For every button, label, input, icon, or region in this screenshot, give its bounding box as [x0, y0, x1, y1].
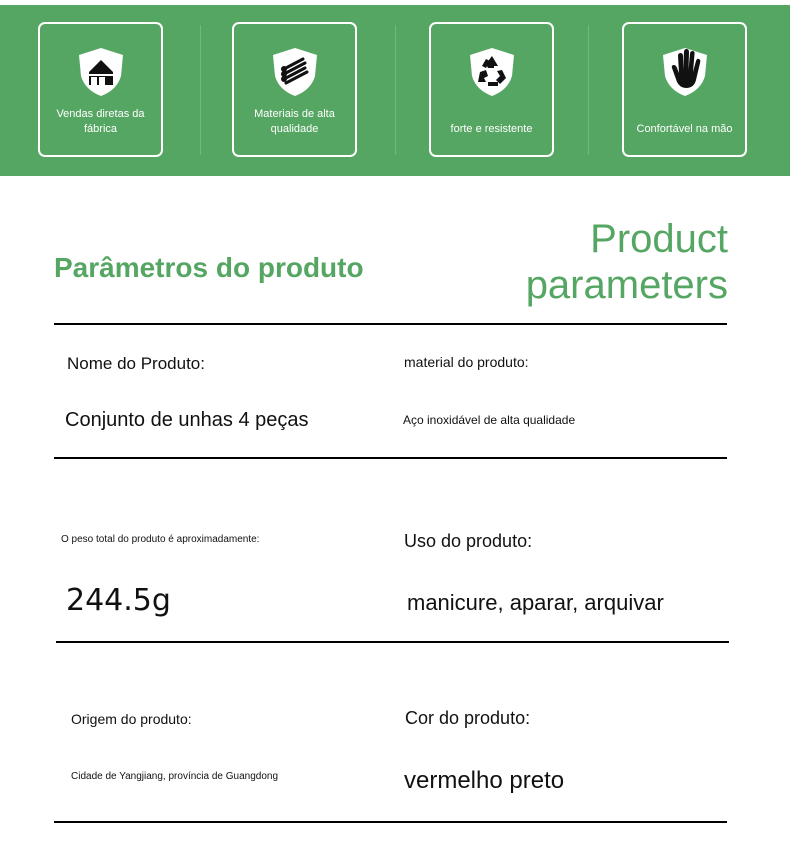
- divider: [56, 641, 729, 643]
- feature-label: Confortável na mão: [636, 123, 733, 135]
- param-value-weight: 244.5g: [66, 583, 171, 618]
- divider: [54, 457, 727, 459]
- hand-icon: [659, 46, 711, 98]
- param-label-weight: O peso total do produto é aproximadamente:: [61, 534, 260, 545]
- section-title-english: Product parameters: [525, 217, 728, 307]
- param-label-material: material do produto:: [404, 354, 529, 370]
- param-value-origin: Cidade de Yangjiang, província de Guangdong: [71, 771, 279, 782]
- divider: [54, 323, 727, 325]
- param-label-name: Nome do Produto:: [67, 354, 205, 373]
- feature-label: Materiais de alta qualidade: [254, 108, 335, 135]
- divider: [54, 821, 727, 823]
- feature-badge-comfort: [622, 22, 747, 157]
- feature-badge-factory: [38, 22, 163, 157]
- feature-badge-strong: [429, 22, 554, 157]
- house-icon: [75, 46, 127, 98]
- param-value-usage: manicure, aparar, arquivar: [407, 590, 664, 615]
- feature-badge-materials: [232, 22, 357, 157]
- feature-label: Vendas diretas da fábrica: [56, 108, 145, 135]
- param-value-color: vermelho preto: [404, 767, 565, 794]
- param-value-name: Conjunto de unhas 4 peças: [65, 409, 309, 431]
- param-label-usage: Uso do produto:: [404, 531, 533, 551]
- param-label-color: Cor do produto:: [405, 708, 531, 728]
- feature-label: forte e resistente: [450, 123, 533, 135]
- recycle-icon: [466, 46, 518, 98]
- features-banner: [0, 5, 790, 176]
- section-title-portuguese: Parâmetros do produto: [54, 252, 364, 283]
- param-value-material: Aço inoxidável de alta qualidade: [403, 413, 576, 427]
- param-label-origin: Origem do produto:: [71, 711, 192, 727]
- metal-bars-icon: [269, 46, 321, 98]
